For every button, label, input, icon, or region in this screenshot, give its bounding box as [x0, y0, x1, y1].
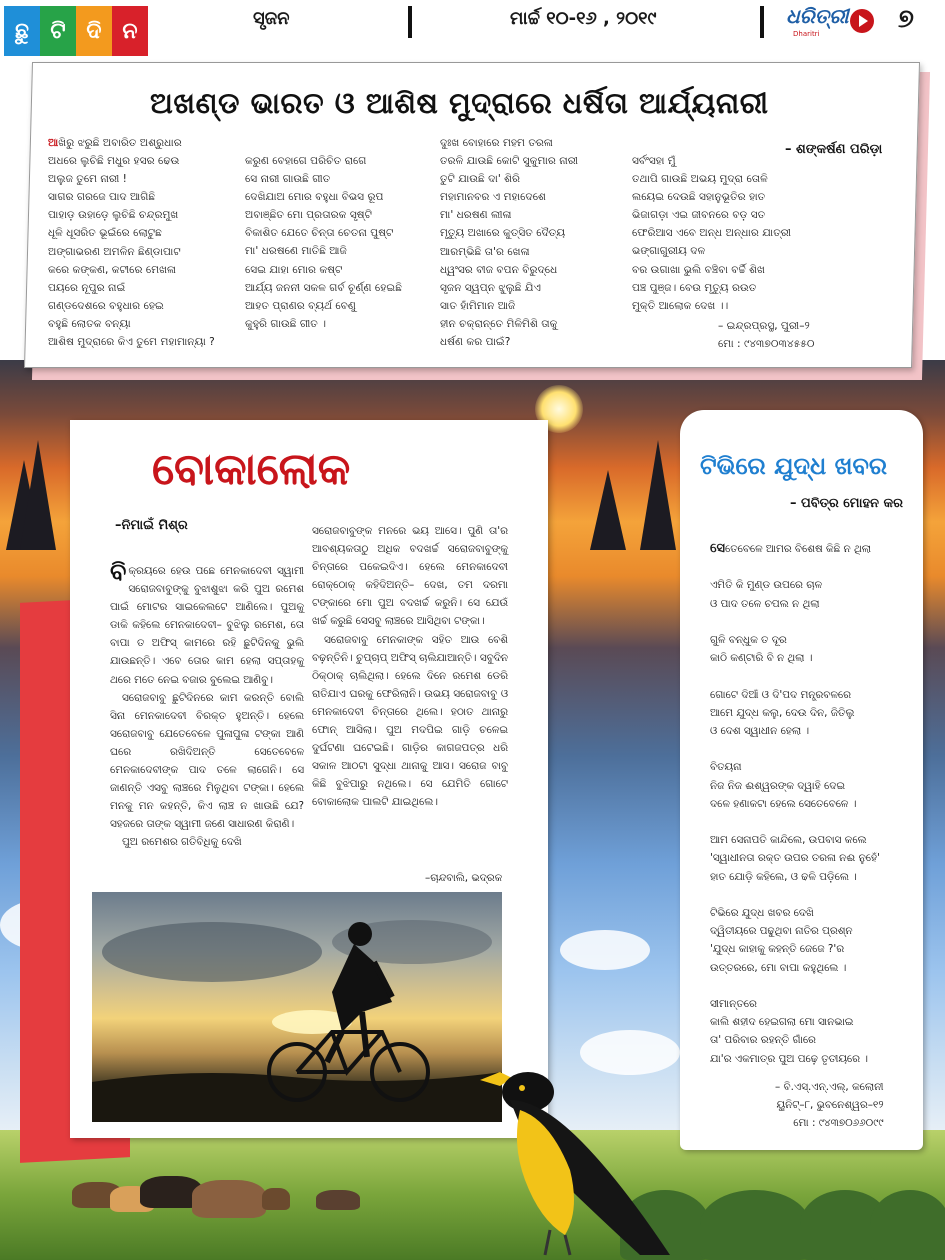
cow [262, 1188, 290, 1210]
story-paragraph: କ୍ରୟରେ ହେଉ ପଛେ ମେନକାଦେବୀ ସ୍ୱାମୀ ସରୋଜବାବୁଙ୍କୁ ବୁଝାଶୁଝା କରି ପୁଅ ରମେଶ ପାଇଁ ମୋଟର ସାଇକେଲଟେ ଆଣିଲେ। ପୁଅକୁ ଡାକି କହିଲେ ମେନକାଦେବୀ– ବୁଝିଲୁ ରମେଶ, ତୋ ବାପା ତ ଅଫିସ୍ କାମରେ ରହି ଛୁଟିଦିନକୁ ଭୁଲି ଯାଉଛନ୍ତି। ଏବେ ତୋର କାମ ହେଲା ସପ୍ତାହକୁ ଥରେ ମତେ ନେଇ ବଜାର ବୁଲେଇ ଆଣିବୁ। [110, 565, 304, 686]
logo-letter: ଦି [76, 6, 112, 56]
pine-tree [640, 440, 676, 550]
cow [316, 1190, 360, 1210]
brand-logo: ଧରିତ୍ରୀ [786, 4, 849, 28]
story-title: ବୋକାଲୋକ [152, 444, 351, 495]
section-name: ସୃଜନ [253, 8, 290, 29]
first-word: ସେ [710, 541, 725, 556]
poem-author: – ପବିତ୍ର ମୋହନ କର [790, 496, 903, 511]
story-place: –ଚାନ୍ଦବାଲି, ଭଦ୍ରକ [425, 872, 503, 884]
story-paragraph: ସରୋଜବାବୁଙ୍କ ମନରେ ଭୟ ଆସେ। ପୁଣି ତା'ର ଆବଶ୍ୟକତାଠୁ ଅଧିକ ବଦଖର୍ଚ୍ଚ ସରୋଜବାବୁଙ୍କୁ ଚିନ୍ତାରେ ପକେଇଦିଏ। ହେଲେ ମେନକାଦେବୀ ରୋକ୍‌ଠୋକ୍ କହିଦିଅନ୍ତି– ଦେଖ, ତମ ଦରମା ଟଙ୍କାରେ ମୋ ପୁଅ ବଦଖର୍ଚ୍ଚ କରୁନି। ସେ ଯେଉଁ ଖର୍ଚ୍ଚ କରୁଛି ସେସବୁ ଲାଞ୍ଚରେ ଆସିଥିବା ଟଙ୍କା। [312, 525, 508, 628]
poem-column-2: କରୁଣ ବେହାଗେ ପରିଚିତ ରାଗେ ସେ ନାରୀ ଗାଉଛି ଗୀତ ଦେଖିଯାଅ ମୋର ବହୁଧା ବିଭସ ରୂପ ଅବାଞ୍ଛିତ ମୋ ପ୍ରତାରକ ସୃଷ୍ଟି ବିକାଶିତ ଯେତେ ଚିନ୍ତା ଚେତନା ପୁଷ୍ଟ ମା' ଧରଷଣେ ମାତିଛି ଆଜି ସେଇ ଯାହା ମୋର କଷ୍ଟ ଆର୍ଯ୍ୟ ଜନନୀ ସକଳ ଗର୍ବ ଚୂର୍ଣ୍ଣ ହେଇଛି ଆହତ ପ୍ରାଣର ବ୍ୟର୍ଥ ବେଣୁ କୁହୁରି ଗାଉଛି ଗୀତ । [245, 155, 402, 330]
story-paragraph: ପୁଅ ରମେଶର ଗତିବିଧିକୁ ଦେଖି [122, 836, 242, 849]
divider [408, 6, 412, 38]
play-icon [850, 9, 874, 33]
poem-address: – ବି.ଏସ୍.ଏନ୍.ଏଲ୍, କଲୋନୀ ୟୁନିଟ୍–୮, ଭୁବନେଶ୍ୱର–୧୨ ମୋ : ୯୪୩୭୦୬୬୦୯୯ [775, 1081, 884, 1130]
story-author: –ନିମାଇଁ ମିଶ୍ର [115, 518, 188, 533]
bird-illustration [470, 1060, 700, 1260]
page-header [0, 0, 945, 52]
pine-tree [590, 470, 626, 550]
pine-tree [20, 440, 56, 550]
top-article-address: – ଇନ୍ଦ୍ରପ୍ରସ୍ଥ, ପୁରୀ–୨ ମୋ : ୯୪୩୭୦୩୪୫୫୦ [718, 320, 815, 350]
issue-date: ମାର୍ଚ୍ଚ ୧୦-୧୬ , ୨୦୧୯ [510, 8, 657, 29]
logo-letter: ଛୁ [4, 6, 40, 56]
page-number: ୭ [898, 4, 914, 34]
cow [192, 1180, 266, 1218]
poem-text [710, 540, 880, 1068]
poem-column-3: ଦୁଃଖ ବୋହାରେ ମହମ ତରଳା ତରଳି ଯାଉଛି କୋଟି ସୁକୁମାର ନାରୀ ତୁଟି ଯାଉଛି ଦା' ଶିରି ମହାମାନବର ଏ ମହାଦେଶେ ମା' ଧରଷଣ ଲୀଳା ମୃତ୍ୟୁ ଅଖାରେ କୁତ୍ସିତ ଦୈତ୍ୟ ଆରମ୍ଭିଛି ତା'ର ଖେଳା ଧ୍ୱଂସର ବୀଜ ବପନ ବିରୁଦ୍ଧେ ସୃଜନ ସ୍ୱପ୍ନ ଝୁଲୁଛି ଯିଏ ସାତ ହାଁମିମାନ ଆଜି ହୀନ ଚକ୍ରାନ୍ତେ ମିଳିମିଶି ତାକୁ ଧର୍ଷଣ କର ପାଇଁ? [440, 137, 579, 349]
cyclist-silhouette [92, 892, 502, 1122]
logo-letter: ଟି [40, 6, 76, 56]
story-column-2 [312, 522, 508, 812]
top-article-title: ଅଖଣ୍ଡ ଭାରତ ଓ ଆଶିଷ ମୁଦ୍ରାରେ ଧର୍ଷିତା ଆର୍ଯ୍ୟନାରୀ [150, 86, 769, 120]
poem-column-4: ସର୍ବଂସହା ମୁଁ ତଥାପି ଗାଉଛି ଅଭୟ ମୁଦ୍ରା ତୋଳି ଲୟେଇ ଦେଉଛି ସହାନୁଭୂତିର ହାତ ଭିଜାଗଡ଼ା ଏଇ ଜୀବନରେ ବଡ଼ ସତ ଫେରିଆସ ଏବେ ଅନ୍ଧ ଅନ୍ଧାର ଯାତ୍ରୀ ଭଙ୍ଗାଗୁରୀୟ ଦଳ ବର ଉଗାଖା ଭୁଲି ବଞ୍ଚିବା ବର୍ଚ୍ଚି ଶିଖ ପଞ୍ଚ ପୁଞ୍ଜ। ବେଉ ମୃତ୍ୟୁ ରଉତ ମୁକ୍ତି ଆଲୋକ ଦେଖ ।। [632, 155, 792, 312]
divider [760, 6, 764, 38]
story-paragraph: ସରୋଜବାବୁ ମେନକାଙ୍କ ସହିତ ଆଉ ବେଶି ବଢ଼ନ୍ତିନି। ଚୁପ୍‌ଚାପ୍ ଅଫିସ୍ ଚାଲିଯାଆନ୍ତି। ସବୁଦିନ ଠିକ୍‌ଠାକ୍ ଚାଲିଥିଲା। ହେଲେ ଦିନେ ରମେଶ ଡେରି ରାତିଯାଏ ଘରକୁ ଫେରିଲାନି। ଉଭୟ ସରୋଜବାବୁ ଓ ମେନକାଦେବୀ ଚିନ୍ତାରେ ଥିଲେ। ହଠାତ ଥାନାରୁ ଫୋନ୍ ଆସିଲା। ପୁଅ ମଦପିଇ ଗାଡ଼ି ଚଳେଇ ଦୁର୍ଘଟଣା ଘଟେଇଛି। ଗାଡ଼ିର କାଗଜପତ୍ର ଧରି ସକାଳ ଆଠଟା ସୁଦ୍ଧା ଥାନାକୁ ଆସ। ସରୋଜ ବାବୁ କିଛି ବୁଝିପାରୁ ନଥିଲେ। ସେ ଯେମିତି ଗୋଟେ ବୋକାଲୋକ ପାଲଟି ଯାଇଥିଲେ। [312, 633, 508, 809]
poem-column-1 [48, 134, 215, 351]
poem-body: ତେବେଳେ ଆମର ବିଶେଷ କିଛି ନ ଥିଲା ଏମିତି କି ମୁଣ୍ଡ ଉପରେ ଚାଳ ଓ ପାଦ ତଳେ ଚପଲ ନ ଥିଲା ଗୁଳି ବନ୍ଧୁକ ତ ଦୂର କାଠି କଣ୍ଟାରି ବି ନ ଥିଲା । ଗୋଟେ ଦିଆଁ ଓ ଦି'ପଦ ମନ୍ତ୍ରବଳରେ ଆମେ ଯୁଦ୍ଧ କଲୁ, ଦେଉ ଦିନ, ଜିତିଲୁ ଓ ଦେଶ ସ୍ୱାଧୀନ ହେଲା । ବିତୟନା ନିଜ ନିଜ ଈଶ୍ୱରଙ୍କ ଦ୍ୱାହି ଦେଇ ଦଳେ ହଣାକଟା ହେଲେ ସେତେବେଳେ । ଆମ ସେନାପତି କାନ୍ଦିଲେ, ଉପବାସ କଲେ 'ସ୍ୱାଧୀନତା ରକ୍ତ ଉପର ତରଳା ନଈ ନୁହେଁ' ହାତ ଯୋଡ଼ି କହିଲେ, ଓ ଢଳି ପଡ଼ିଲେ । ଟିଭିରେ ଯୁଦ୍ଧ ଖବର ଦେଖି ଦ୍ୱିତୀୟରେ ପଢୁଥିବା ନାତିର ପ୍ରଶ୍ନ 'ଯୁଦ୍ଧ କାହାକୁ କହନ୍ତି ଜେଜେ ?'ର ଉତ୍ତରରେ, ମୋ ବାପା କହୁଥିଲେ । ସୀମାନ୍ତରେ କାଲି ଶହୀଦ ହେଇଗଲା ମୋ ସାନଭାଇ ତା' ପରିବାର ରହନ୍ତି ଗାଁରେ ଯା'ର ଏକମାତ୍ର ପୁଅ ପଢ଼େ ତୃତୀୟରେ । [710, 543, 880, 1065]
logo-letter: ନ [112, 6, 148, 56]
poem-title: ଟିଭିରେ ଯୁଦ୍ଧ ଖବର [700, 452, 888, 480]
brand-subtitle: Dharitri [793, 30, 820, 38]
drop-letter: ଆ [48, 137, 59, 149]
top-article-author: – ଶଙ୍କର୍ଷଣ ପରିଡ଼ା [785, 142, 883, 157]
story-column-1 [110, 558, 304, 852]
tree [700, 1190, 810, 1260]
story-paragraph: ସରୋଜବାବୁ ଛୁଟିଦିନରେ କାମ କରନ୍ତି ବୋଲି ସିନା ମେନକାଦେବୀ ବିରକ୍ତ ହୁଅନ୍ତି। ହେଲେ ସରୋଜବାବୁ ଯେତେବେଳେ ପୁଳାପୁଳା ଟଙ୍କା ଆଣି ଘରେ ରଖିଦିଅନ୍ତି ସେତେବେଳେ ମେନକାଦେବୀଙ୍କ ପାଦ ତଳେ ଲାଗେନି। ସେ ଜାଣନ୍ତି ଏସବୁ ଲାଞ୍ଚରେ ମିଳୁଥିବା ଟଙ୍କା। ହେଲେ ମନକୁ ମନ କହନ୍ତି, କିଏ ଲାଞ୍ଚ ନ ଖାଉଛି ଯେ? ସହଜରେ ତାଙ୍କ ସ୍ୱାମୀ ଜଣେ ସାଧାରଣ କିରାଣି। [110, 691, 304, 831]
tree [870, 1190, 945, 1260]
poem-text: ଖିରୁ ଝରୁଛି ଅବାରିତ ଅଶ୍ରୁଧାର ଅଧରେ ଲୁଚିଛି ମଧୁର ହସର ଢେଉ ଅଲୁଜ ତୁମେ ନାରୀ ! ସାଗର ଗରଜେ ପାଦ ଆଗିଛି ପାହାଡ଼ ଉହାଡ଼େ ଲୁଚିଛି ଚନ୍ଦ୍ରମୁଖ ଧୂଳି ଧୂସରିତ ଭୂଇଁରେ ଲୋଟୁଛ ଅଙ୍ଗାଭରଣ ଅମଳିନ ଛିଣ୍ଡାପାଟ କରେ କଙ୍କଣ, କଟୀରେ ମେଖଳା ପୟରେ ନୂପୁର ନାଇଁ ଗଣ୍ଡଦେଶରେ ବହୁଧାର ହେଇ ବହୁଛି ଲୋତକ ବନ୍ୟା ଆଶିଷ ମୁଦ୍ରାରେ କିଏ ତୁମେ ମହାମାନ୍ୟା ? [48, 137, 215, 349]
cloud [560, 930, 650, 970]
cyclist-photo [92, 892, 502, 1122]
drop-cap: ବି [110, 558, 127, 586]
